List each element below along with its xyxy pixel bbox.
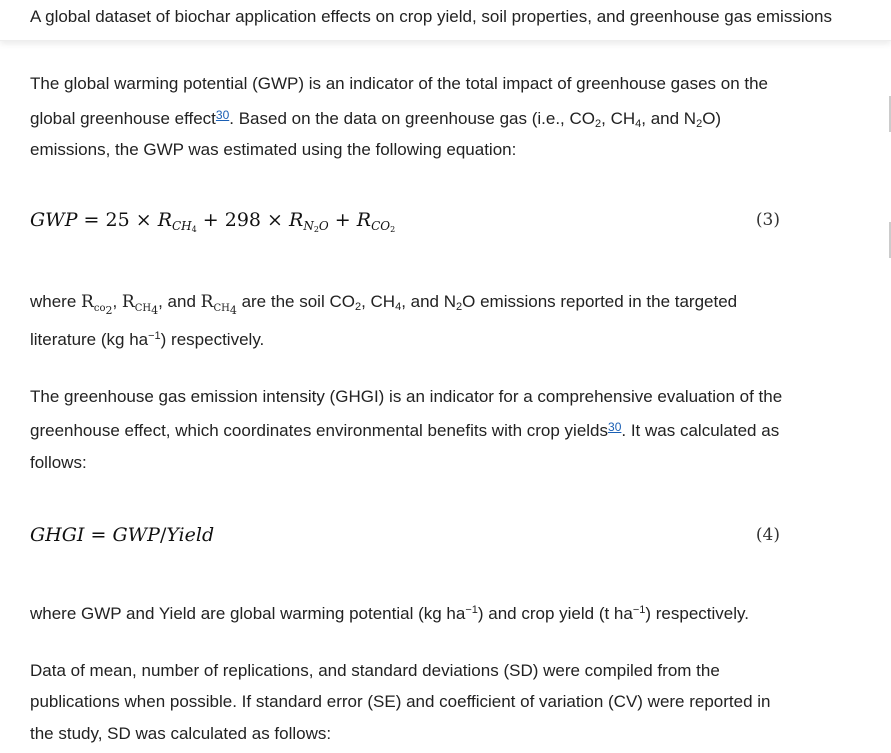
- r-ch4-symbol: $R_{CH_4}$: [121, 291, 159, 317]
- ghgi-formula: GHGI = GWP/Yield: [30, 524, 215, 546]
- page-title: A global dataset of biochar application effects on crop yield, soil properties, and greenhouse gas emissions: [30, 7, 833, 26]
- equation-4: [30, 524, 790, 554]
- paragraph-ghgi: The greenhouse gas emission intensity (GHGI) is an indicator for a comprehensive evaluation of the greenhouse effect, which coordinates environmental benefits with crop yields$^{30}$. It was calculated as follows:: [30, 386, 783, 472]
- paragraph-where-gwp: where GWP and Yield are global warming potential (kg $ha^{-1}$) and crop yield (t $ha^{-1}$) respectively.: [30, 604, 749, 623]
- equation-number: (4): [755, 525, 780, 545]
- r-co2-symbol: $R_{co_2}$: [81, 291, 113, 317]
- paragraph-gwp: The global warming potential (GWP) is an indicator of the total impact of greenhouse gases on the global greenhouse effect$^{30}$. Based on the data on greenhouse gas (i.e., $CO_2$, $CH_4$, and $N_2O$) emissions, the GWP was estimated using the following equation:: [30, 74, 769, 159]
- paragraph-where-r: where $R_{co_2}$, $R_{CH_4}$, and $R_{CH_4}$ are the soil $CO_2$, $CH_4$, and $N_2O$ emissions reported in the targeted literature (kg $ha^{-1}$) respectively.: [30, 291, 738, 349]
- paragraph-sd: Data of mean, number of replications, and standard deviations (SD) were compiled from the publications when possible. If standard error (SE) and coefficient of variation (CV) were reported in the study, SD was calculated as follows:: [30, 660, 771, 743]
- article-body: [30, 68, 790, 749]
- gwp-formula: GWP = $25 \times R_{CH4} + 298 \times R_{N2O} + R_{CO2}$: [30, 208, 396, 234]
- top-bar: [0, 0, 891, 41]
- equation-3: [30, 209, 790, 239]
- equation-number: (3): [755, 209, 780, 230]
- reference-link-30[interactable]: 30: [215, 107, 230, 122]
- reference-link-30[interactable]: 30: [608, 420, 622, 434]
- r-ch4-symbol-2: $R_{CH_4}$: [200, 291, 237, 317]
